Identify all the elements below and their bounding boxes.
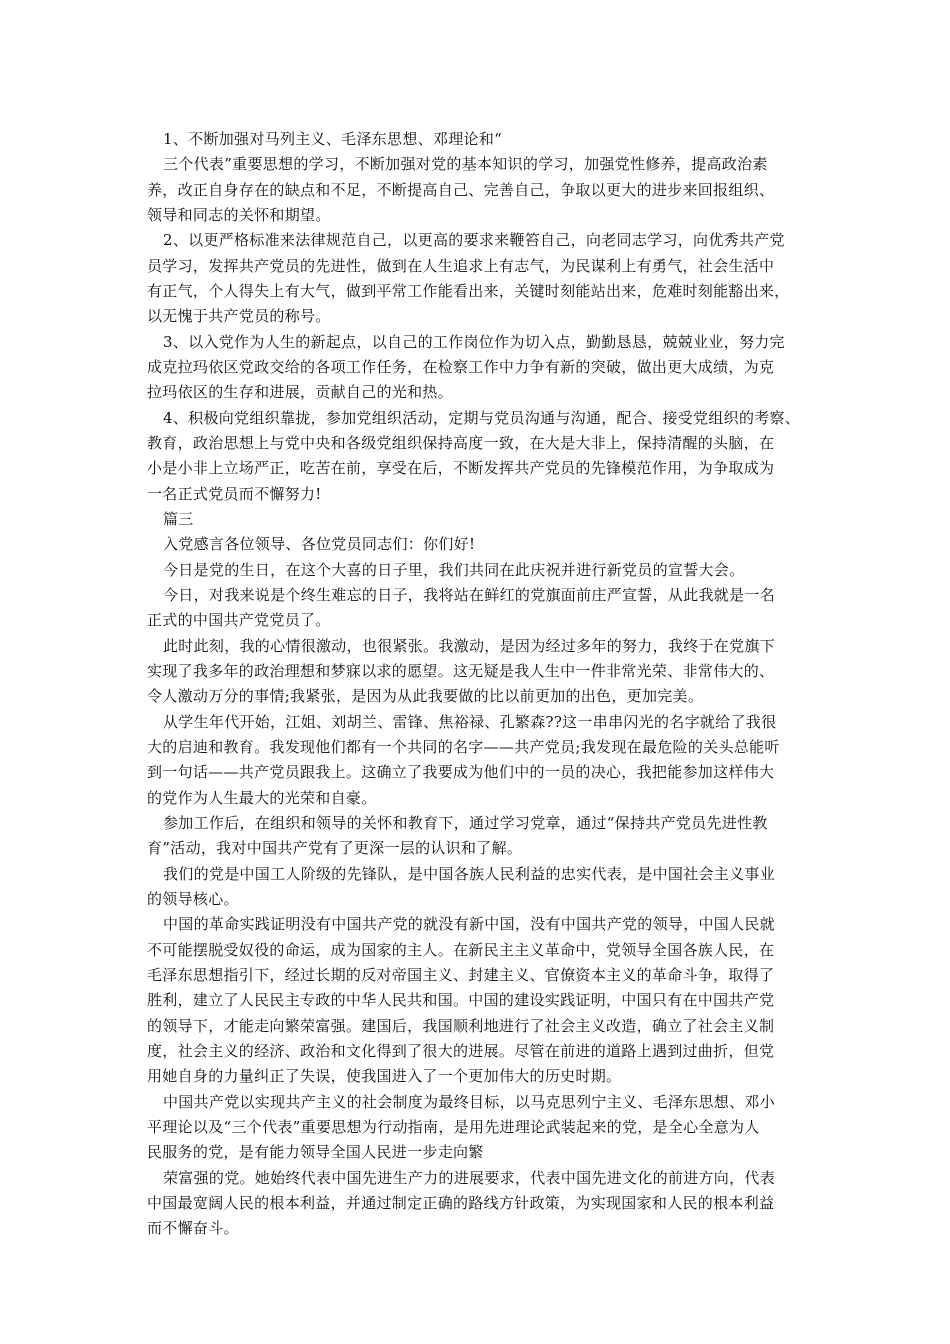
text-line: 平理论以及“三个代表”重要思想为行动指南，是用先进理论武装起来的党，是全心全意为人: [147, 1118, 760, 1136]
text-line: 从学生年代开始，江姐、刘胡兰、雷锋、焦裕禄、孔繁森??这一串串闪光的名字就给了我很: [163, 713, 777, 731]
text-line: 大的启迪和教育。我发现他们都有一个共同的名字——共产党员;我发现在最危险的关头总能听: [147, 738, 780, 756]
text-line: 有正气，个人得失上有大气，做到平常工作能看出来，关键时刻能站出来，危难时刻能豁出来，: [147, 282, 790, 300]
text-line: 荣富强的党。她始终代表中国先进生产力的进展要求，代表中国先进文化的前进方向，代表: [163, 1169, 776, 1187]
text-line: 1、不断加强对马列主义、毛泽东思想、邓理论和“: [163, 130, 503, 148]
text-line: 此时此刻，我的心情很激动，也很紧张。我激动，是因为经过多年的努力，我终于在党旗下: [163, 637, 776, 655]
text-line: 毛泽东思想指引下，经过长期的反对帝国主义、封建主义、官僚资本主义的革命斗争，取得了: [147, 966, 775, 984]
text-line: 不可能摆脱受奴役的命运，成为国家的主人。在新民主主义革命中，党领导全国各族人民，在: [147, 941, 775, 959]
text-line: 教育，政治思想上与党中央和各级党组织保持高度一致，在大是大非上，保持清醒的头脑，在: [147, 434, 775, 452]
text-line: 养，改正自身存在的缺点和不足，不断提高自己、完善自己，争取以更大的进步来回报组织、: [147, 181, 775, 199]
text-line: 2、以更严格标准来法律规范自己，以更高的要求来鞭笞自己，向老同志学习，向优秀共产党: [163, 231, 785, 249]
text-line: 三个代表”重要思想的学习，不断加强对党的基本知识的学习，加强党性修养，提高政治素: [163, 155, 768, 173]
text-line: 今日，对我来说是个终生难忘的日子，我将站在鲜红的党旗面前庄严宣誓，从此我就是一名: [163, 586, 776, 604]
text-line: 育”活动，我对中国共产党有了更深一层的认识和了解。: [147, 839, 523, 857]
text-line: 正式的中国共产党党员了。: [147, 611, 331, 629]
text-line: 度，社会主义的经济、政治和文化得到了很大的进展。尽管在前进的道路上遇到过曲折，但党: [147, 1042, 775, 1060]
text-line: 中国共产党以实现共产主义的社会制度为最终目标，以马克思列宁主义、毛泽东思想、邓小: [163, 1093, 776, 1111]
text-line: 令人激动万分的事情;我紧张，是因为从此我要做的比以前更加的出色，更加完美。: [147, 687, 704, 705]
text-line: 到一句话——共产党员跟我上。这确立了我要成为他们中的一员的决心，我把能参加这样伟大: [147, 763, 775, 781]
text-line: 拉玛依区的生存和进展，贡献自己的光和热。: [147, 383, 454, 401]
text-line: 领导和同志的关怀和期望。: [147, 206, 331, 224]
text-line: 一名正式党员而不懈努力!: [147, 485, 322, 503]
text-line: 参加工作后，在组织和领导的关怀和教育下，通过学习党章，通过“保持共产党员先进性教: [163, 814, 768, 832]
text-line: 4、积极向党组织靠拢，参加党组织活动，定期与党员沟通与沟通，配合、接受党组织的考察、: [163, 409, 801, 427]
text-line: 中国最宽阔人民的根本利益，并通过制定正确的路线方针政策，为实现国家和人民的根本利益: [147, 1194, 775, 1212]
text-line: 我们的党是中国工人阶级的先锋队，是中国各族人民利益的忠实代表，是中国社会主义事业: [163, 865, 776, 883]
text-line: 员学习，发挥共产党员的先进性，做到在人生追求上有志气，为民谋利上有勇气，社会生活中: [147, 257, 775, 275]
text-line: 今日是党的生日，在这个大喜的日子里，我们共同在此庆祝并进行新党员的宣誓大会。: [163, 561, 745, 579]
text-line: 3、以入党作为人生的新起点，以自己的工作岗位作为切入点，勤勤恳恳，兢兢业业，努力完: [163, 333, 785, 351]
text-line: 入党感言各位领导、各位党员同志们：你们好!: [163, 535, 476, 553]
section-heading: 篇三: [163, 510, 194, 528]
text-line: 中国的革命实践证明没有中国共产党的就没有新中国，没有中国共产党的领导，中国人民就: [163, 915, 776, 933]
text-line: 小是小非上立场严正，吃苦在前，享受在后，不断发挥共产党员的先锋模范作用，为争取成为: [147, 459, 775, 477]
text-line: 成克拉玛依区党政交给的各项工作任务，在检察工作中力争有新的突破，做出更大成绩，为克: [147, 358, 775, 376]
text-line: 的党作为人生最大的光荣和自豪。: [147, 789, 377, 807]
text-line: 以无愧于共产党员的称号。: [147, 307, 331, 325]
text-line: 的领导核心。: [147, 890, 239, 908]
text-line: 胜利，建立了人民民主专政的中华人民共和国。中国的建设实践证明，中国只有在中国共产党: [147, 991, 775, 1009]
text-line: 民服务的党，是有能力领导全国人民进一步走向繁: [147, 1143, 484, 1161]
text-line: 的领导下，才能走向繁荣富强。建国后，我国顺利地进行了社会主义改造，确立了社会主义制: [147, 1017, 775, 1035]
text-line: 用她自身的力量纠正了失误，使我国进入了一个更加伟大的历史时期。: [147, 1067, 622, 1085]
text-line: 实现了我多年的政治理想和梦寐以求的愿望。这无疑是我人生中一件非常光荣、非常伟大的、: [147, 662, 775, 680]
text-line: 而不懈奋斗。: [147, 1219, 239, 1237]
